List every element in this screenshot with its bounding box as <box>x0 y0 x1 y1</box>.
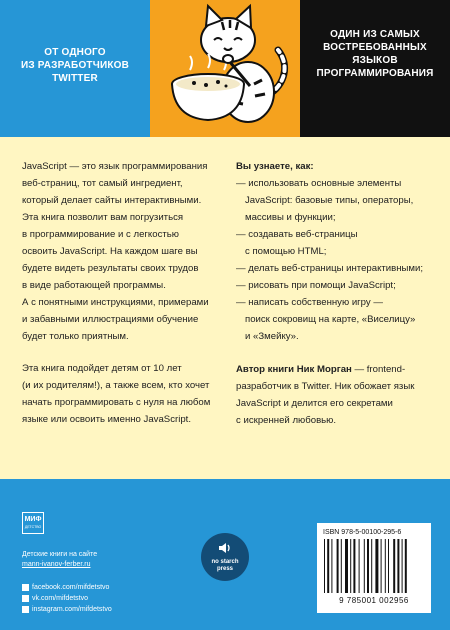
publisher-suffix: press <box>216 566 233 572</box>
vk-icon <box>22 595 29 602</box>
right-tagline-line: ПРОГРАММИРОВАНИЯ <box>316 68 434 79</box>
barcode <box>322 539 426 593</box>
right-tagline-line: ЯЗЫКОВ <box>352 55 398 66</box>
paragraph-line: освоить JavaScript. На каждом шаге вы <box>22 246 198 257</box>
learn-item: JavaScript: базовые типы, операторы, <box>245 195 414 206</box>
learn-item: с помощью HTML; <box>245 246 327 257</box>
publisher-name: no starch <box>211 559 239 565</box>
instagram-icon <box>22 606 29 613</box>
author-line: разработчик в Twitter. Ник обожает язык <box>236 381 415 392</box>
top-left-panel <box>0 0 150 137</box>
social-text: vk.com/mifdetstvo <box>32 595 89 602</box>
paragraph-line: Эта книга подойдет детям от 10 лет <box>22 363 182 374</box>
right-tagline-line: ОДИН ИЗ САМЫХ <box>330 29 420 40</box>
paragraph-line: в программирование и с легкостью <box>22 229 179 240</box>
site-label: Детские книги на сайте <box>22 551 98 558</box>
mif-logo <box>22 512 44 534</box>
author-line: с искренней любовью. <box>236 415 337 426</box>
learn-item: — рисовать при помощи JavaScript; <box>236 280 396 291</box>
learn-heading: Вы узнаете, как: <box>236 161 314 172</box>
left-tagline-line: ИЗ РАЗРАБОТЧИКОВ <box>20 60 130 71</box>
author-name: Автор книги Ник Морган <box>236 364 352 375</box>
bottom-panel <box>0 479 450 630</box>
learn-item: — использовать основные элементы <box>236 178 402 189</box>
paragraph-line: веб-страниц, тот самый ингредиент, <box>22 178 183 189</box>
right-column <box>236 158 436 429</box>
barcode-number: 9 785001 002956 <box>339 596 409 605</box>
site-link[interactable]: mann-ivanov-ferber.ru <box>22 561 91 568</box>
author-line: JavaScript и делится его секретами <box>236 398 393 409</box>
cat-eating-soup-illustration <box>150 0 300 137</box>
learn-item: и «Змейку». <box>245 331 299 342</box>
facebook-link[interactable] <box>22 583 109 593</box>
description-panel <box>0 137 450 479</box>
paragraph-line: JavaScript — это язык программирования <box>22 161 208 172</box>
left-tagline <box>0 46 150 85</box>
paragraph-line: Эта книга позволит вам погрузиться <box>22 212 184 223</box>
top-illustration-panel <box>150 0 300 137</box>
learn-item: — создавать веб-страницы <box>236 229 358 240</box>
isbn-text: ISBN 978-5-00100-295-6 <box>323 529 402 536</box>
paragraph-line: будет только приятным. <box>22 331 129 342</box>
learn-item: поиск сокровищ на карте, «Виселицу» <box>245 314 416 325</box>
right-tagline-line: ВОСТРЕБОВАННЫХ <box>323 42 427 53</box>
left-column <box>22 158 222 428</box>
paragraph-line: (и их родителям!), а также всем, кто хочет <box>22 380 210 391</box>
paragraph-line: языке или освоить именно JavaScript. <box>22 414 191 425</box>
paragraph-line: и забавными иллюстрациями обучение <box>22 314 199 325</box>
left-tagline-line: ОТ ОДНОГО <box>44 47 106 58</box>
barcode-box <box>317 523 431 613</box>
right-tagline <box>300 28 450 80</box>
learn-item: — делать веб-страницы интерактивными; <box>236 263 424 274</box>
paragraph-line: будете видеть результаты своих трудов <box>22 263 199 274</box>
left-tagline-line: TWITTER <box>52 73 98 84</box>
learn-item: массивы и функции; <box>245 212 336 223</box>
author-line <box>236 361 436 378</box>
author-desc: — frontend- <box>351 364 406 375</box>
paragraph-line: начать программировать с нуля на любом <box>22 397 211 408</box>
vk-link[interactable] <box>22 594 88 604</box>
instagram-link[interactable] <box>22 605 112 615</box>
social-text: facebook.com/mifdetstvo <box>32 584 110 591</box>
paragraph-line: А с понятными инструкциями, примерами <box>22 297 209 308</box>
social-text: instagram.com/mifdetstvo <box>32 606 112 613</box>
learn-item: — написать собственную игру — <box>236 297 383 308</box>
paragraph-line: в виде работающей программы. <box>22 280 166 291</box>
top-right-panel <box>300 0 450 137</box>
speaker-icon <box>218 542 232 554</box>
paragraph-line: который делает сайты интерактивными. <box>22 195 202 206</box>
logo-subtext: ДЕТСТВО <box>24 525 42 529</box>
facebook-icon <box>22 584 29 591</box>
logo-text: МИФ <box>24 516 42 523</box>
publisher-badge <box>201 533 249 581</box>
